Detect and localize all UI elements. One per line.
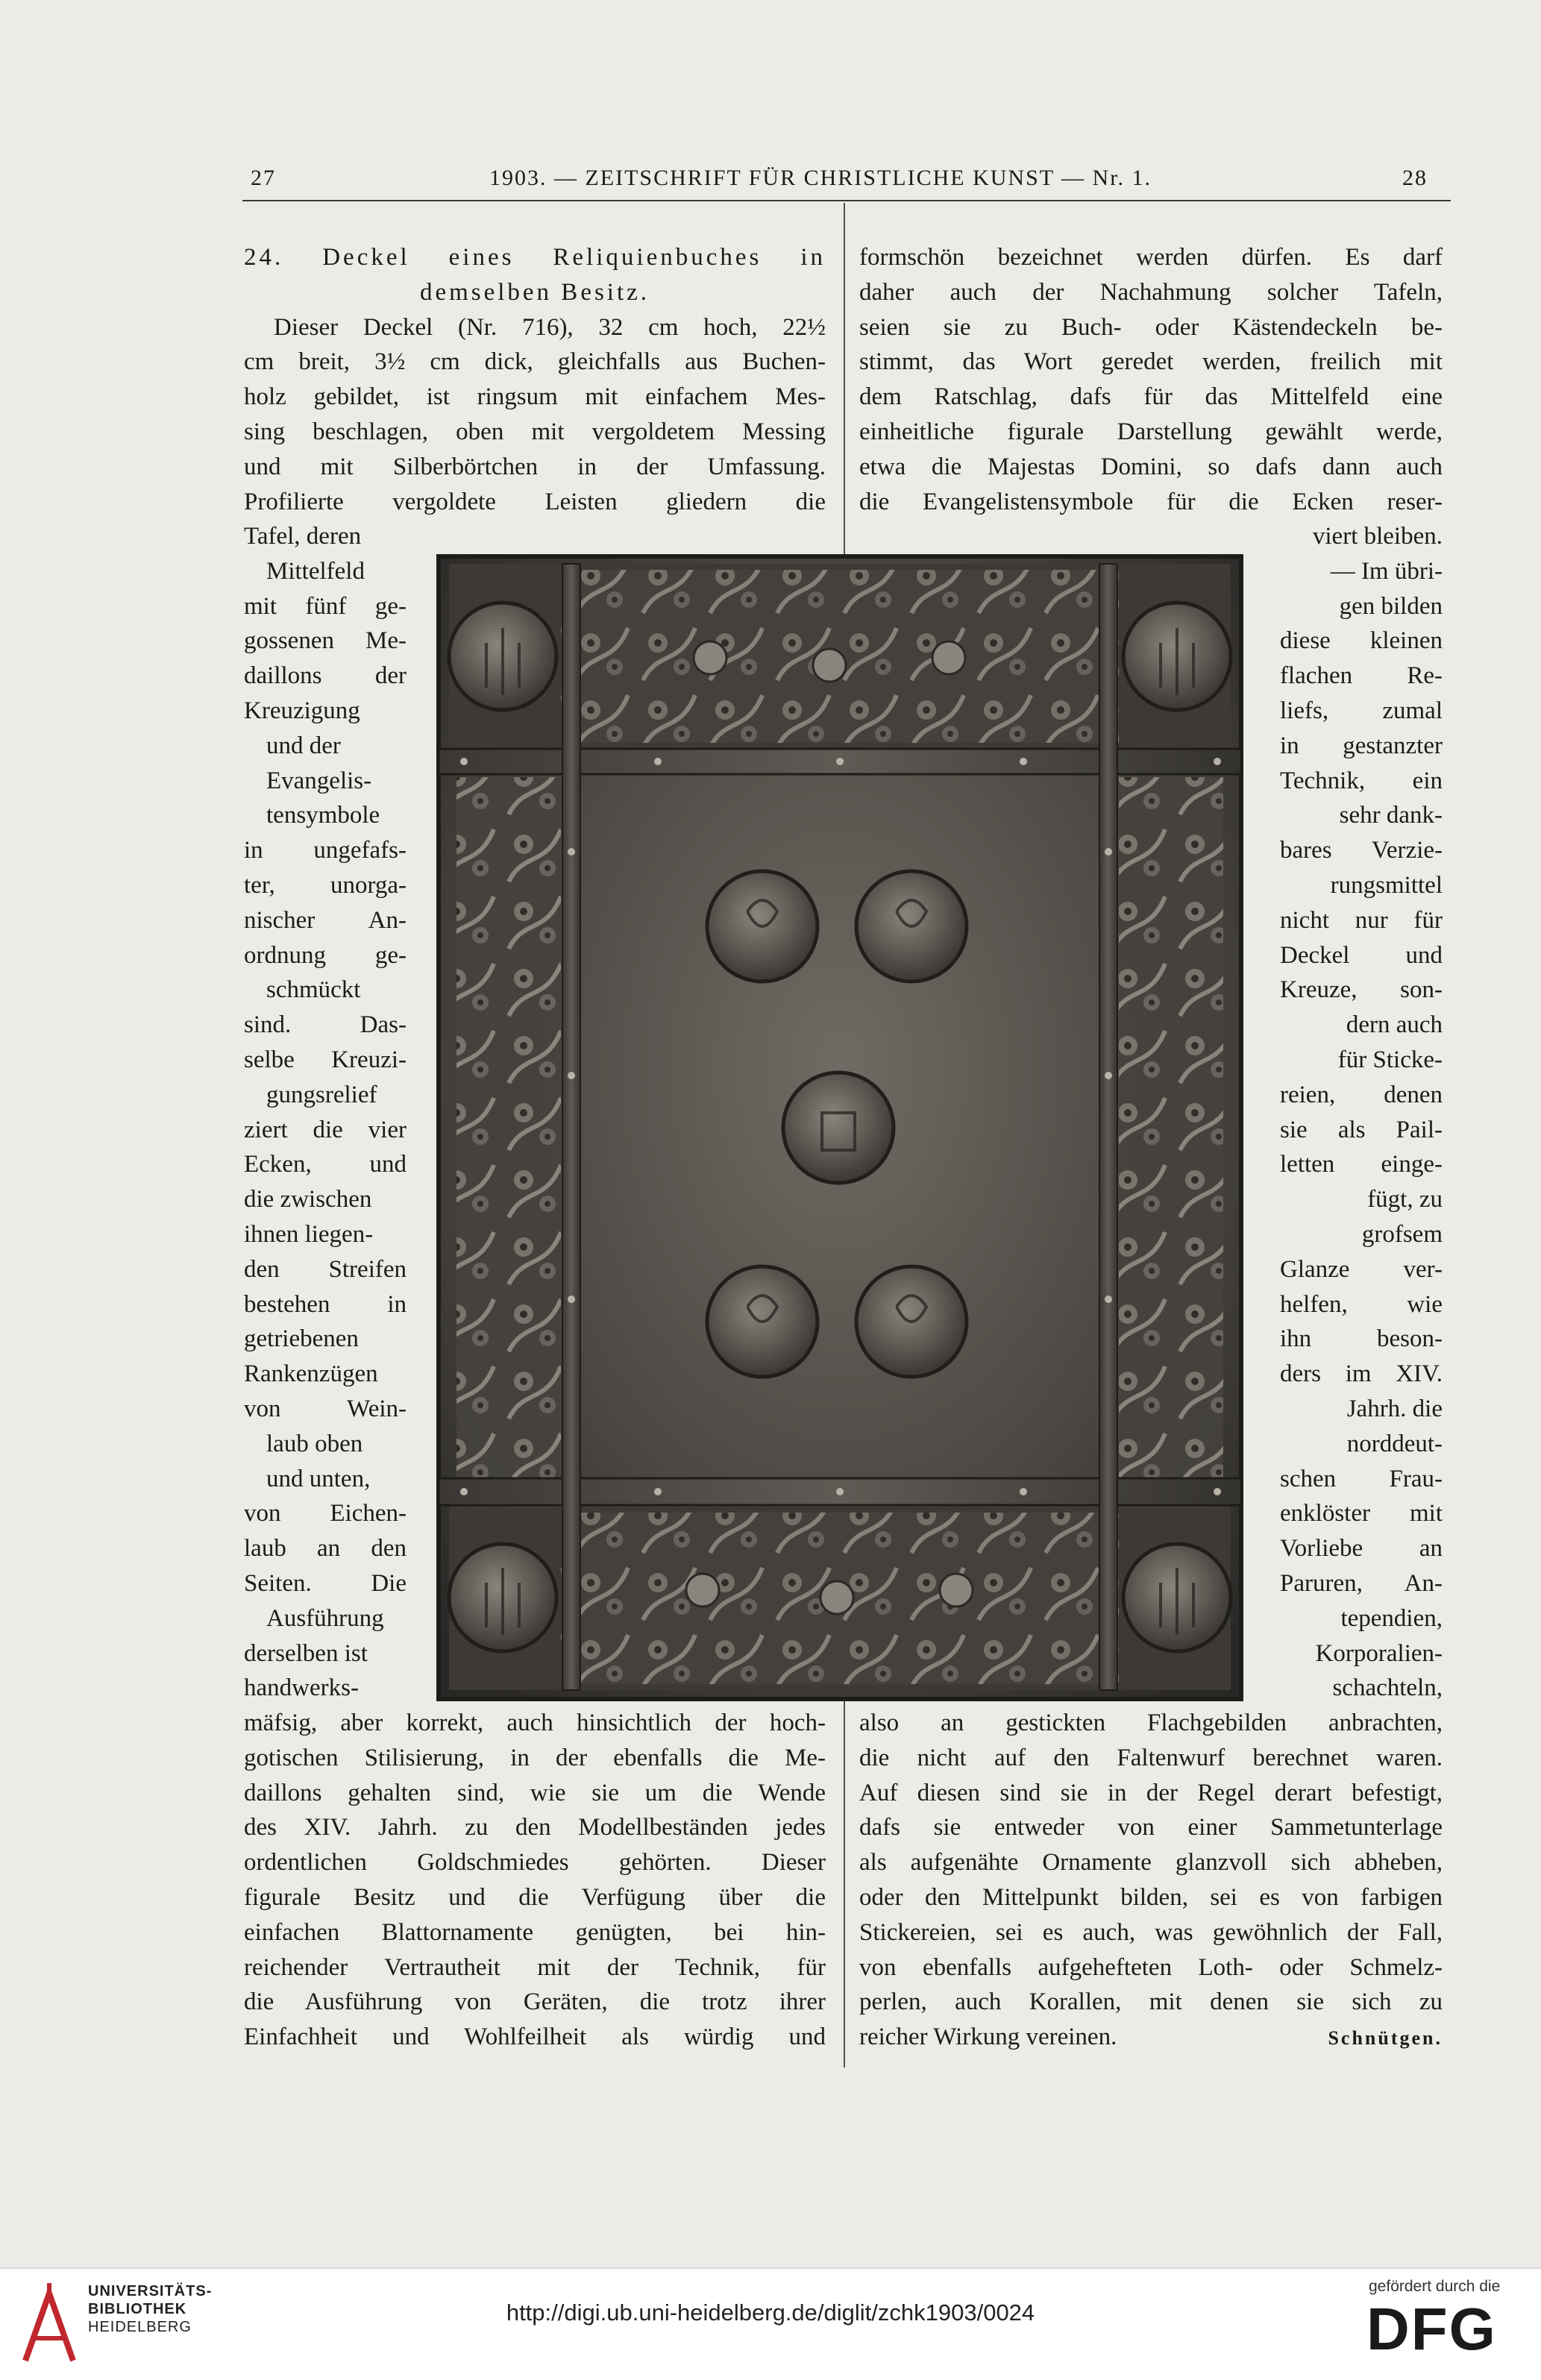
right-column-narrow [1280, 519, 1443, 1706]
text-line: flachen Re- [1280, 662, 1443, 690]
text-line: nicht nur für [1280, 906, 1443, 934]
text-line: des XIV. Jahrh. zu den Modellbeständen jedes [244, 1814, 826, 1841]
text-line: einfachen Blattornamente genügten, bei hin- [244, 1918, 826, 1946]
text-line: Auf diesen sind sie in der Regel derart befestigt, [859, 1779, 1443, 1806]
text-line: gen bilden [1339, 592, 1443, 620]
text-line: enklöster mit [1280, 1500, 1443, 1527]
right-column-top [859, 240, 1443, 519]
text-line: tependien, [1340, 1604, 1443, 1632]
text-line: bares Verzie- [1280, 837, 1443, 864]
text-line: rungsmittel [1330, 871, 1443, 899]
text-line: Stickereien, sei es auch, was gewöhnlich der Fall, [859, 1918, 1443, 1946]
text-line: perlen, auch Korallen, mit denen sie sich zu [859, 1988, 1443, 2016]
text-line: letten einge- [1280, 1151, 1443, 1178]
text-line: derselben ist [244, 1639, 368, 1667]
text-line: in ungefafs- [244, 837, 407, 864]
text-line: figurale Besitz und die Verfügung über die [244, 1883, 826, 1911]
text-line: — Im übri- [1330, 557, 1443, 585]
text-line: dafs sie entweder von einer Sammetunterlage [859, 1814, 1443, 1841]
text-line: dem Ratschlag, dafs für das Mittelfeld eine [859, 383, 1443, 411]
text-line: helfen, wie [1280, 1290, 1443, 1318]
text-line: schen Frau- [1280, 1465, 1443, 1492]
text-line: die zwischen [244, 1186, 372, 1213]
text-line: seien sie zu Buch- oder Kästendeckeln be- [859, 313, 1443, 341]
text-line: sie als Pail- [1280, 1116, 1443, 1143]
text-line: Evangelis- [266, 767, 372, 794]
library-name-line: BIBLIOTHEK [88, 2301, 187, 2317]
text-line: formschön bezeichnet werden dürfen. Es darf [859, 244, 1443, 271]
text-line: Kreuzigung [244, 697, 360, 724]
text-line: die nicht auf den Faltenwurf berechnet waren. [859, 1744, 1443, 1771]
text-line: ziert die vier [244, 1116, 407, 1143]
text-line: ihnen liegen- [244, 1220, 374, 1248]
text-line: ders im XIV. [1280, 1360, 1443, 1388]
text-line: in gestanzter [1280, 732, 1443, 759]
text-line: sing beschlagen, oben mit vergoldetem Messing [244, 418, 826, 445]
text-line: ordnung ge- [244, 941, 407, 969]
text-line: cm breit, 3½ cm dick, gleichfalls aus Buchen- [244, 348, 826, 376]
text-line: selbe Kreuzi- [244, 1046, 407, 1073]
text-line: von Eichen- [244, 1500, 407, 1527]
text-line: also an gestickten Flachgebilden anbrachten, [859, 1709, 1443, 1736]
text-line: einheitliche figurale Darstellung gewählt werde, [859, 418, 1443, 445]
text-line: Rankenzügen [244, 1360, 378, 1388]
text-line: Einfachheit und Wohlfeilheit als würdig und [244, 2023, 826, 2051]
text-line: Kreuze, son- [1280, 976, 1443, 1004]
funding-note: gefördert durch die [1369, 2278, 1501, 2295]
page-number-right: 28 [1402, 166, 1428, 190]
text-line: die Evangelistensymbole für die Ecken reser- [859, 488, 1443, 515]
text-line: von Wein- [244, 1395, 407, 1422]
text-line: reichender Vertrautheit mit der Technik, für [244, 1953, 826, 1981]
text-line: die Ausführung von Geräten, die trotz ihrer [244, 1988, 826, 2016]
text-line: Paruren, An- [1280, 1569, 1443, 1597]
header-rule [242, 200, 1451, 201]
text-line: gotischen Stilisierung, in der ebenfalls die Me- [244, 1744, 826, 1771]
text-line: Profilierte vergoldete Leisten gliedern die [244, 488, 826, 515]
library-name-line: HEIDELBERG [88, 2319, 192, 2335]
last-line-with-signature [859, 2020, 1443, 2055]
dfg-logo: DFG [1366, 2296, 1497, 2362]
text-line: holz gebildet, ist ringsum mit einfachem Mes- [244, 383, 826, 411]
text-line: Mittelfeld [266, 557, 365, 585]
text-line: mäfsig, aber korrekt, auch hinsichtlich der hoch- [244, 1709, 826, 1736]
text-line: Deckel und [1280, 941, 1443, 969]
text-line: Korporalien- [1315, 1639, 1443, 1667]
text-line: daillons gehalten sind, wie sie um die Wende [244, 1779, 826, 1806]
text-line: viert bleiben. [1312, 523, 1443, 550]
library-name-line: UNIVERSITÄTS- [88, 2283, 213, 2299]
text-line: oder den Mittelpunkt bilden, sei es von farbigen [859, 1883, 1443, 1911]
running-header: 1903. — ZEITSCHRIFT FÜR CHRISTLICHE KUNST — Nr. 1. [489, 166, 1152, 190]
text-line: liefs, zumal [1280, 697, 1443, 724]
text-line: laub oben [266, 1430, 363, 1457]
text-line: getriebenen [244, 1325, 359, 1353]
text-line: Vorliebe an [1280, 1535, 1443, 1563]
text-line: und der [266, 732, 341, 759]
text-line: als aufgenähte Ornamente glanzvoll sich abheben, [859, 1849, 1443, 1877]
text-line: Technik, ein [1280, 767, 1443, 794]
text-line: fügt, zu [1367, 1186, 1443, 1213]
text-line: laub an den [244, 1535, 407, 1563]
author-signature: Schnütgen. [1328, 2027, 1443, 2050]
text-line: Dieser Deckel (Nr. 716), 32 cm hoch, 22½ [274, 313, 826, 341]
text-line: und mit Silberbörtchen in der Umfassung. [244, 453, 826, 480]
left-column-bottom [244, 1706, 826, 2055]
left-column-narrow [244, 519, 407, 1706]
text-line: Ausführung [266, 1604, 384, 1632]
text-line: gungsrelief [266, 1081, 377, 1108]
text-line: daher auch der Nachahmung solcher Tafeln, [859, 278, 1443, 306]
text-line: sehr dank- [1339, 802, 1443, 829]
section-heading: 24. Deckel eines Reliquienbuches in [244, 244, 826, 271]
text-line: grofsem [1361, 1220, 1443, 1248]
text-line: ihn beson- [1280, 1325, 1443, 1353]
text-line: tensymbole [266, 802, 380, 829]
text-line: reicher Wirkung vereinen. [859, 2023, 1117, 2051]
text-line: sind. Das- [244, 1011, 407, 1039]
text-line: Tafel, deren [244, 523, 362, 550]
text-line: den Streifen [244, 1255, 407, 1283]
text-line: diese kleinen [1280, 627, 1443, 655]
text-line: mit fünf ge- [244, 592, 407, 620]
text-line: für Sticke- [1337, 1046, 1443, 1073]
text-line: norddeut- [1346, 1430, 1443, 1457]
text-line: handwerks- [244, 1674, 359, 1702]
left-column-top [244, 240, 826, 519]
text-line: Glanze ver- [1280, 1255, 1443, 1283]
text-line: von ebenfalls aufgehefteten Loth- oder Schmelz- [859, 1953, 1443, 1981]
reliquary-book-cover-plate [434, 553, 1246, 1702]
section-heading-cont: demselben Besitz. [419, 278, 650, 306]
text-line: bestehen in [244, 1290, 407, 1318]
text-line: dern auch [1346, 1011, 1443, 1039]
text-line: Jahrh. die [1346, 1395, 1443, 1422]
text-line: und unten, [266, 1465, 371, 1492]
page-number-left: 27 [251, 166, 276, 190]
source-url-link[interactable]: http://digi.ub.uni-heidelberg.de/diglit/zchk1903/0024 [506, 2299, 1035, 2326]
text-line: nischer An- [244, 906, 407, 934]
text-line: Ecken, und [244, 1151, 407, 1178]
text-line: gossenen Me- [244, 627, 407, 655]
text-line: ter, unorga- [244, 871, 407, 899]
text-line: Seiten. Die [244, 1569, 407, 1597]
text-line: stimmt, das Wort geredet werden, freilich mit [859, 348, 1443, 376]
right-column-bottom [859, 1706, 1443, 2055]
text-line: schachteln, [1332, 1674, 1443, 1702]
text-line: etwa die Majestas Domini, so dafs dann auch [859, 453, 1443, 480]
text-line: schmückt [266, 976, 361, 1004]
text-line: reien, denen [1280, 1081, 1443, 1108]
text-line: ordentlichen Goldschmiedes gehörten. Dieser [244, 1849, 826, 1877]
text-line: daillons der [244, 662, 407, 690]
